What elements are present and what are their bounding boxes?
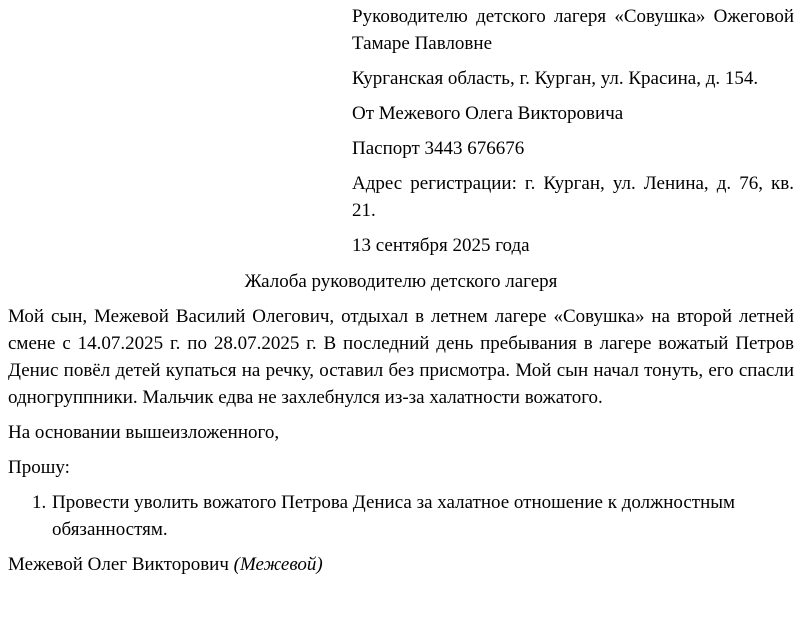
- passport-line: Паспорт 3443 676676: [352, 138, 525, 159]
- document-title: Жалоба руководителю детского лагеря: [244, 271, 558, 292]
- basis-line: На основании вышеизложенного,: [8, 422, 280, 443]
- complaint-body: Мой сын, Межевой Василий Олегович, отдыхал в летнем лагере «Совушка» на второй летней смене с 14.07.2025 г. по 28.07.2025 г. В последний день пребывания в лагере вожатый Петров Денис повёл детей купаться на речку, оставил без присмотра. Мой сын начал тонуть, его спасли одногруппники. Мальчик едва не захлебнулся из-за халатности вожатого.: [8, 306, 794, 408]
- signature-handwritten: (Межевой): [233, 554, 323, 575]
- recipient-line: Руководителю детского лагеря «Совушка» Ожеговой Тамаре Павловне: [352, 6, 794, 54]
- list-item-number: 1.: [32, 492, 47, 513]
- signature-block: [8, 551, 794, 578]
- document-header: [352, 0, 794, 259]
- document-date: 13 сентября 2025 года: [352, 235, 530, 256]
- request-list: [8, 489, 794, 543]
- recipient-address: Курганская область, г. Курган, ул. Красина, д. 154.: [352, 68, 759, 89]
- sender-line: От Межевого Олега Викторовича: [352, 103, 624, 124]
- sender-address: Адрес регистрации: г. Курган, ул. Ленина, д. 76, кв. 21.: [352, 173, 794, 221]
- request-label: Прошу:: [8, 457, 70, 478]
- list-item: [8, 489, 794, 543]
- list-item-text: Провести уволить вожатого Петрова Дениса за халатное отношение к должностным обязанностям.: [52, 492, 736, 540]
- complaint-document: [8, 0, 794, 578]
- signature-name: Межевой Олег Викторович: [8, 554, 229, 575]
